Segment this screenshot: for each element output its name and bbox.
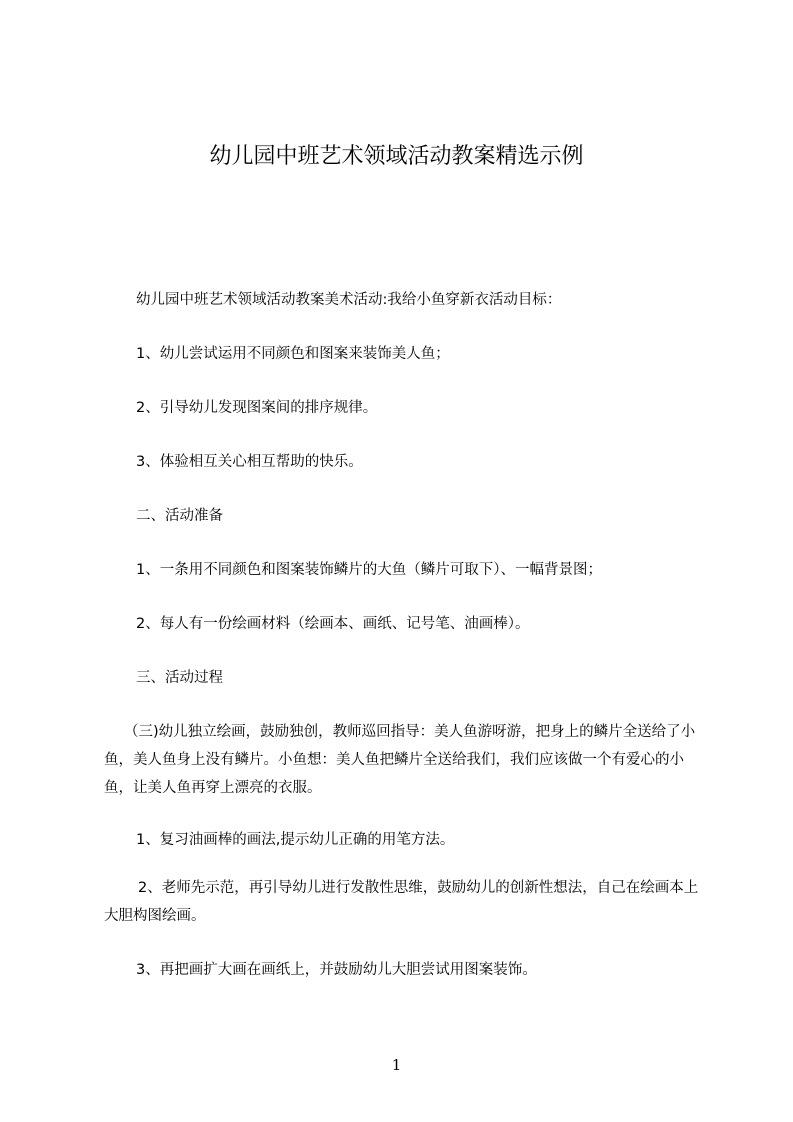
section-heading-process: 三、活动过程 [136,670,223,686]
process-item-3: 3、再把画扩大画在画纸上，并鼓励幼儿大胆尝试用图案装饰。 [136,962,537,978]
process-item-2: 2、老师先示范，再引导幼儿进行发散性思维，鼓励幼儿的创新性想法，自己在绘画本上大胆构图绘画。 [104,880,699,924]
goal-item-2: 2、引导幼儿发现图案间的排序规律。 [136,400,378,416]
process-item-1: 1、复习油画棒的画法,提示幼儿正确的用笔方法。 [136,832,455,848]
document-title: 幼儿园中班艺术领域活动教案精选示例 [209,144,584,169]
goal-item-1: 1、幼儿尝试运用不同颜色和图案来装饰美人鱼； [136,346,450,362]
preparation-item-1: 1、一条用不同颜色和图案装饰鳞片的大鱼（鳞片可取下）、一幅背景图； [136,562,602,578]
intro-paragraph: 幼儿园中班艺术领域活动教案美术活动:我给小鱼穿新衣活动目标： [136,292,562,308]
process-paragraph-drawing: （三)幼儿独立绘画，鼓励独创，教师巡回指导：美人鱼游呀游，把身上的鳞片全送给了小鱼，美人鱼身上没有鳞片。小鱼想：美人鱼把鳞片全送给我们，我们应该做一个有爱心的小鱼，让美人鱼再穿上漂亮的衣服。 [104,724,696,796]
goal-item-3: 3、体验相互关心相互帮助的快乐。 [136,454,363,470]
page-number: 1 [391,1056,402,1074]
section-heading-preparation: 二、活动准备 [136,508,223,524]
preparation-item-2: 2、每人有一份绘画材料（绘画本、画纸、记号笔、油画棒）。 [136,616,530,632]
